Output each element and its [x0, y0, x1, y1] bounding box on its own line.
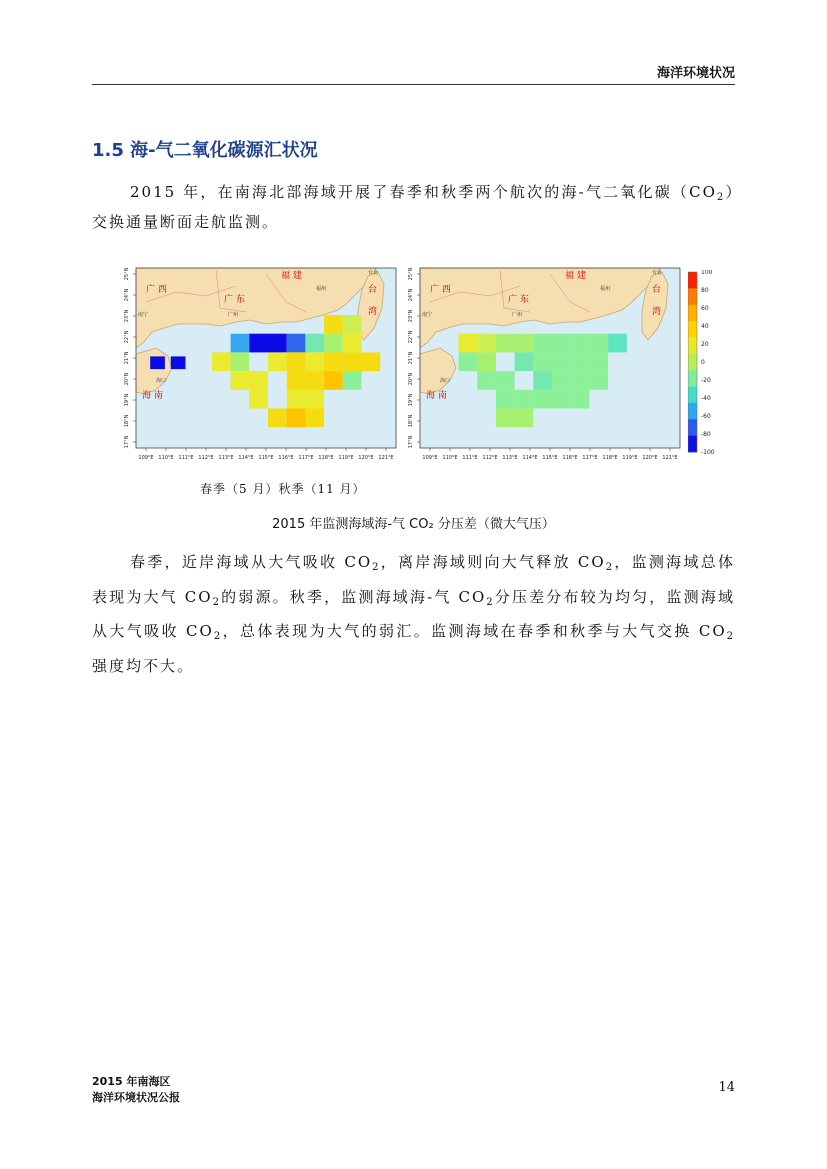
- grid-cell: [496, 409, 515, 428]
- lat-tick-label-group: [124, 435, 130, 448]
- lon-tick-label: 119°E: [338, 455, 354, 461]
- grid-cell: [459, 334, 478, 353]
- label-guangxi: 广 西: [146, 285, 167, 295]
- grid-cell: [231, 352, 250, 371]
- label-fuzhou: 福州: [316, 286, 327, 292]
- grid-cell: [571, 371, 590, 390]
- footer-line-1: 2015 年南海区: [92, 1075, 171, 1088]
- lon-tick-label: 109°E: [422, 455, 438, 461]
- grid-cell: [571, 390, 590, 409]
- grid-cell: [231, 334, 250, 353]
- lat-tick-label-group: [408, 351, 414, 364]
- lat-tick-label: 17°N: [408, 435, 414, 449]
- lon-tick-label: 113°E: [218, 455, 234, 461]
- grid-cell: [362, 352, 381, 371]
- colorbar-segment: [688, 321, 697, 338]
- grid-cell: [515, 409, 534, 428]
- lat-tick-label: 17°N: [124, 435, 130, 449]
- grid-cell: [515, 390, 534, 409]
- lat-tick-label-group: [408, 288, 414, 301]
- lat-tick-label-group: [408, 372, 414, 385]
- figure-sub-labels: 春季（5 月）秋季（11 月）: [200, 482, 366, 496]
- grid-cell: [305, 390, 324, 409]
- lat-tick-label: 19°N: [124, 393, 130, 407]
- intro-paragraph: 2015 年，在南海北部海域开展了春季和秋季两个航次的海-气二氧化碳$(CO_2)$交换通量断面走航监测。: [92, 183, 735, 231]
- lat-tick-label-group: [124, 309, 130, 322]
- lat-tick-label: 21°N: [124, 351, 130, 365]
- grid-cell: [231, 371, 250, 390]
- colorbar-tick-label: 100: [701, 270, 713, 276]
- lon-tick-label: 121°E: [378, 455, 394, 461]
- grid-cell: [268, 409, 287, 428]
- lat-tick-label-group: [408, 330, 414, 343]
- footer-line-2: 海洋环境状况公报: [92, 1091, 180, 1104]
- grid-cell: [515, 352, 534, 371]
- map-spring: [116, 262, 401, 467]
- lat-tick-label-group: [408, 393, 414, 406]
- grid-cell: [343, 315, 362, 334]
- colorbar-tick-label: -40: [701, 395, 711, 402]
- label-guangdong: 广 东: [508, 295, 529, 305]
- label-fuzhou: 福州: [600, 286, 611, 292]
- lat-tick-label: 18°N: [408, 414, 414, 428]
- label-haikou: 海口: [440, 378, 451, 384]
- grid-cell: [150, 356, 165, 369]
- label-taipei: 台北: [368, 270, 379, 276]
- colorbar-tick-label: 0: [701, 359, 705, 366]
- lon-tick-label: 118°E: [602, 455, 618, 461]
- lon-tick-label: 116°E: [562, 455, 578, 461]
- grid-cell: [533, 334, 552, 353]
- lon-tick-label: 109°E: [138, 455, 154, 461]
- colorbar-segment: [688, 305, 697, 322]
- lat-tick-label: 23°N: [124, 309, 130, 323]
- lon-tick-label: 111°E: [178, 455, 194, 461]
- lon-tick-label: 115°E: [258, 455, 274, 461]
- label-fujian: 福 建: [281, 271, 302, 281]
- figure: [116, 262, 716, 472]
- lat-tick-label: 22°N: [408, 330, 414, 344]
- colorbar-segment: [688, 370, 697, 387]
- label-taiwan-2: 湾: [368, 307, 378, 317]
- running-header: 海洋环境状况: [656, 66, 735, 81]
- grid-cell: [533, 352, 552, 371]
- grid-cell: [268, 352, 287, 371]
- colorbar-segment: [688, 419, 697, 436]
- lon-tick-label: 112°E: [198, 455, 214, 461]
- label-taipei: 台北: [652, 270, 663, 276]
- grid-cell: [589, 334, 608, 353]
- grid-cell: [571, 334, 590, 353]
- grid-cell: [268, 334, 287, 353]
- colorbar-segment: [688, 436, 697, 453]
- lat-tick-label-group: [124, 372, 130, 385]
- grid-cell: [305, 334, 324, 353]
- lon-tick-label: 114°E: [238, 455, 254, 461]
- grid-cell: [171, 356, 186, 369]
- grid-cell: [249, 390, 268, 409]
- lat-tick-label-group: [408, 309, 414, 322]
- colorbar-svg: [688, 270, 718, 460]
- grid-cell: [552, 334, 571, 353]
- lon-tick-label: 120°E: [358, 455, 374, 461]
- label-nanning: 南宁: [422, 312, 433, 318]
- colorbar-tick-label: 40: [701, 323, 709, 330]
- grid-cell: [533, 390, 552, 409]
- colorbar-tick-label: -20: [701, 377, 711, 384]
- grid-cell: [343, 352, 362, 371]
- label-taiwan-1: 台: [652, 285, 662, 295]
- grid-cell: [324, 315, 343, 334]
- label-hainan: 海 南: [142, 391, 163, 401]
- grid-cell: [533, 371, 552, 390]
- grid-cell: [459, 352, 478, 371]
- label-taiwan-2: 湾: [652, 307, 662, 317]
- grid-cell: [552, 352, 571, 371]
- lon-tick-label: 110°E: [158, 455, 174, 461]
- lon-tick-label: 120°E: [642, 455, 658, 461]
- lon-tick-label: 117°E: [582, 455, 598, 461]
- grid-cell: [305, 352, 324, 371]
- grid-cell: [552, 371, 571, 390]
- grid-cell: [212, 352, 231, 371]
- lon-tick-label: 116°E: [278, 455, 294, 461]
- colorbar-tick-label: 20: [701, 341, 709, 348]
- label-nanning: 南宁: [138, 312, 149, 318]
- lat-tick-label: 23°N: [408, 309, 414, 323]
- lon-tick-label: 114°E: [522, 455, 538, 461]
- grid-cell: [287, 371, 306, 390]
- map-spring-svg: [116, 262, 401, 467]
- grid-cell: [249, 371, 268, 390]
- colorbar-segment: [688, 272, 697, 289]
- lat-tick-label-group: [124, 351, 130, 364]
- lat-tick-label-group: [124, 414, 130, 427]
- grid-cell: [324, 371, 343, 390]
- lat-tick-label-group: [124, 267, 130, 280]
- lon-tick-label: 119°E: [622, 455, 638, 461]
- lat-tick-label: 24°N: [124, 288, 130, 302]
- grid-cell: [552, 390, 571, 409]
- grid-cell: [287, 390, 306, 409]
- page-number: 14: [718, 1080, 735, 1095]
- label-guangxi: 广 西: [430, 285, 451, 295]
- label-fujian: 福 建: [565, 271, 586, 281]
- map-autumn: [400, 262, 685, 467]
- grid-cell: [515, 334, 534, 353]
- grid-cell: [324, 352, 343, 371]
- lon-tick-label: 110°E: [442, 455, 458, 461]
- colorbar-tick-label: 60: [701, 305, 709, 312]
- lon-tick-label: 115°E: [542, 455, 558, 461]
- lat-tick-label: 24°N: [408, 288, 414, 302]
- grid-cell: [496, 390, 515, 409]
- colorbar-segment: [688, 288, 697, 305]
- grid-cell: [589, 352, 608, 371]
- grid-cell: [305, 409, 324, 428]
- label-guangdong: 广 东: [224, 295, 245, 305]
- colorbar-segment: [688, 387, 697, 404]
- lat-tick-label: 18°N: [124, 414, 130, 428]
- grid-cell: [589, 371, 608, 390]
- colorbar-tick-label: -100: [701, 449, 715, 456]
- body-paragraph: 春季，近岸海域从大气吸收 $CO_2$，离岸海域则向大气释放 $CO_2$，监测海域总体表现为大气 $CO_2$的弱源。秋季，监测海域海-气 $CO_2$分压差分布较为均匀，监测海域从大气吸收 $CO_2$，总体表现为大气的弱汇。监测海域在春季和秋季与大气交换 $CO_2$强度均不大。: [92, 553, 736, 675]
- grid-cell: [249, 334, 268, 353]
- lon-tick-label: 112°E: [482, 455, 498, 461]
- grid-cell: [477, 352, 496, 371]
- header-rule: [92, 84, 735, 85]
- grid-cell: [608, 334, 627, 353]
- label-haikou: 海口: [156, 378, 167, 384]
- lat-tick-label: 22°N: [124, 330, 130, 344]
- grid-cell: [305, 371, 324, 390]
- grid-cell: [343, 371, 362, 390]
- grid-cell: [287, 409, 306, 428]
- colorbar-tick-label: 80: [701, 287, 709, 294]
- grid-cell: [287, 352, 306, 371]
- lon-tick-label: 118°E: [318, 455, 334, 461]
- colorbar: [688, 270, 718, 464]
- lat-tick-label: 21°N: [408, 351, 414, 365]
- grid-cell: [571, 352, 590, 371]
- figure-caption: 2015 年监测海域海-气 CO₂ 分压差（微大气压）: [272, 517, 555, 532]
- lat-tick-label: 19°N: [408, 393, 414, 407]
- section-title: 1.5 海-气二氧化碳源汇状况: [92, 140, 318, 161]
- colorbar-tick-label: -60: [701, 413, 711, 420]
- lon-tick-label: 111°E: [462, 455, 478, 461]
- lat-tick-label-group: [408, 435, 414, 448]
- lat-tick-label-group: [124, 288, 130, 301]
- label-guangzhou: 广州: [512, 312, 523, 318]
- lon-tick-label: 113°E: [502, 455, 518, 461]
- grid-cell: [477, 334, 496, 353]
- map-autumn-svg: [400, 262, 685, 467]
- lat-tick-label: 20°N: [408, 372, 414, 386]
- lat-tick-label-group: [408, 267, 414, 280]
- colorbar-segment: [688, 354, 697, 371]
- label-hainan: 海 南: [426, 391, 447, 401]
- grid-cell: [496, 371, 515, 390]
- lat-tick-label: 20°N: [124, 372, 130, 386]
- colorbar-tick-label: -80: [701, 431, 711, 438]
- lat-tick-label: 25°N: [408, 267, 414, 281]
- label-taiwan-1: 台: [368, 285, 378, 295]
- lat-tick-label: 25°N: [124, 267, 130, 281]
- grid-cell: [496, 334, 515, 353]
- lat-tick-label-group: [408, 414, 414, 427]
- label-guangzhou: 广州: [228, 312, 239, 318]
- colorbar-segment: [688, 403, 697, 420]
- grid-cell: [343, 334, 362, 353]
- lon-tick-label: 121°E: [662, 455, 678, 461]
- grid-cell: [324, 334, 343, 353]
- grid-cell: [287, 334, 306, 353]
- colorbar-segment: [688, 337, 697, 354]
- grid-cell: [477, 371, 496, 390]
- lat-tick-label-group: [124, 393, 130, 406]
- footer-publication: [92, 1074, 180, 1106]
- lat-tick-label-group: [124, 330, 130, 343]
- lon-tick-label: 117°E: [298, 455, 314, 461]
